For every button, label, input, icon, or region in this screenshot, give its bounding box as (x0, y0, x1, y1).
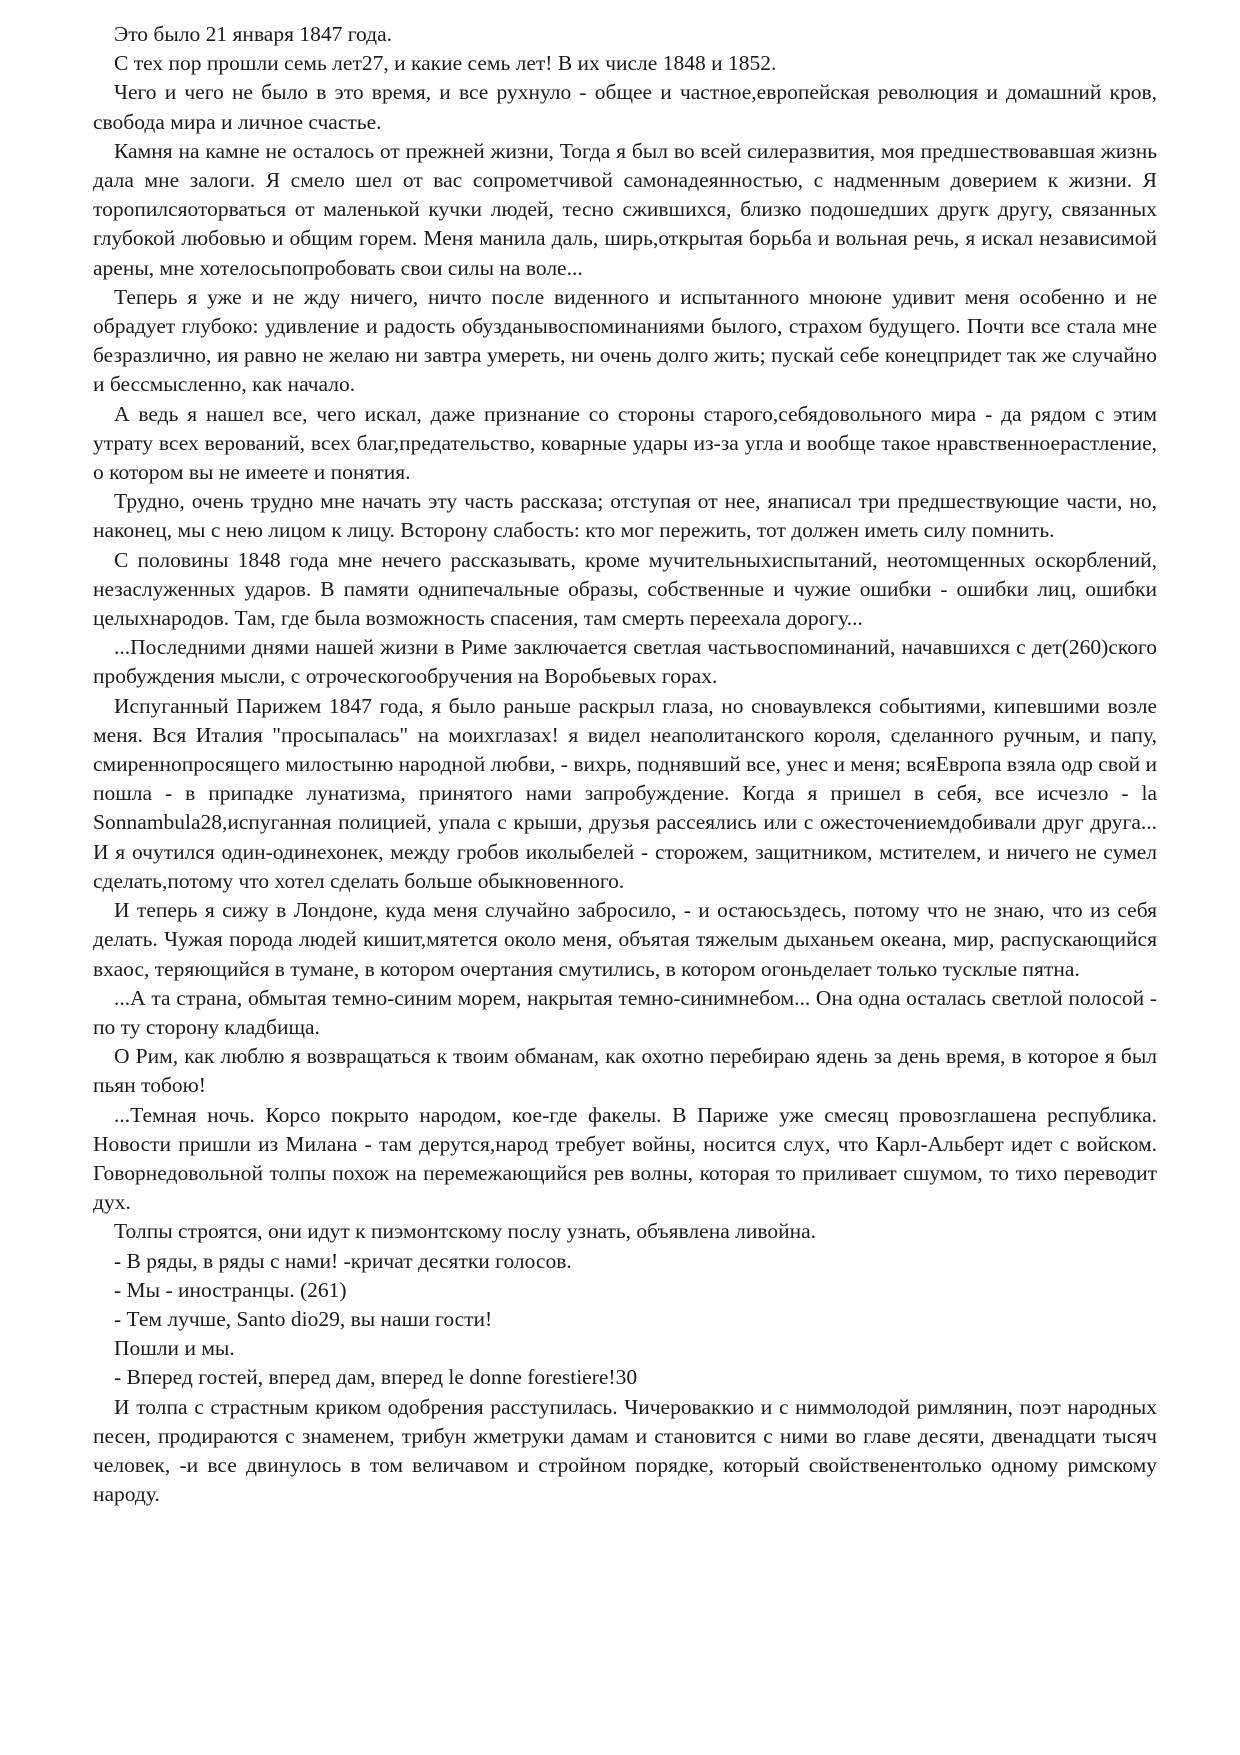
document-page (93, 20, 1157, 1509)
paragraph-13: О Рим, как люблю я возвращаться к твоим обманам, как охотно перебираю ядень за день время, в которое я был пьян тобою! (93, 1044, 1157, 1098)
paragraph-7: Трудно, очень трудно мне начать эту часть рассказа; отступая от нее, янаписал три предшествующие части, но, наконец, мы с нею лицом к лицу. Всторону слабость: кто мог пережить, тот должен иметь силу помнить. (93, 489, 1157, 543)
paragraph-14: ...Темная ночь. Корсо покрыто народом, кое-где факелы. В Париже уже смесяц провозглашена республика. Новости пришли из Милана - там дерутся,народ требует войны, носится слух, что Карл-Альберт идет с войском. Говорнедовольной толпы похож на перемежающийся рев волны, которая то приливает сшумом, то тихо переводит дух. (93, 1102, 1157, 1215)
dialogue-line-3: - Тем лучше, Santo dio29, вы наши гости! (114, 1306, 493, 1331)
dialogue-line-2: - Мы - иностранцы. (261) (114, 1277, 347, 1302)
dialogue-line-4: - Вперед гостей, вперед дам, вперед le donne forestiere!30 (114, 1365, 638, 1390)
dialogue-line-1: - В ряды, в ряды с нами! -кричат десятки голосов. (114, 1248, 572, 1273)
paragraph-6: А ведь я нашел все, чего искал, даже признание со стороны старого,себядовольного мира - да рядом с этим утрату всех верований, всех благ,предательство, коварные удары из-за угла и вообще такое нравственноерастление, о котором вы не имеете и понятия. (93, 401, 1157, 485)
paragraph-1: Это было 21 января 1847 года. (114, 22, 393, 46)
paragraph-4: Камня на камне не осталось от прежней жизни, Тогда я был во всей силеразвития, моя предшествовавшая жизнь дала мне залоги. Я смело шел от вас сопрометчивой самонадеянностью, с надменным доверием к жизни. Я торопилсяоторваться от маленькой кучки людей, тесно сжившихся, близко подошедших другк другу, связанных глубокой любовью и общим горем. Меня манила даль, ширь,открытая борьба и вольная речь, я искал независимой арены, мне хотелосьпопробовать свои силы на воле... (93, 138, 1157, 280)
paragraph-15: Толпы строятся, они идут к пиэмонтскому послу узнать, объявлена ливойна. (114, 1219, 817, 1244)
paragraph-9: ...Последними днями нашей жизни в Риме заключается светлая частьвоспоминаний, начавшихся с дет(260)ского пробуждения мысли, с отроческогообручения на Воробьевых горах. (93, 635, 1157, 689)
paragraph-12: ...А та страна, обмытая темно-синим морем, накрытая темно-синимнебом... Она одна осталась светлой полосой - по ту сторону кладбища. (93, 985, 1157, 1039)
paragraph-2: С тех пор прошли семь лет27, и какие семь лет! В их числе 1848 и 1852. (114, 51, 777, 76)
paragraph-21: И толпа с страстным криком одобрения расступилась. Чичероваккио и с ниммолодой римлянин, поэт народных песен, продираются с знаменем, трибун жметруки дамам и становится с ними во главе десяти, двенадцати тысяч человек, -и все двинулось в том величавом и стройном порядке, который свойственентолько одному римскому народу. (93, 1394, 1157, 1507)
paragraph-5: Теперь я уже и не жду ничего, ничто после виденного и испытанного мноюне удивит меня особенно и не обрадует глубоко: удивление и радость обузданывоспоминаниями былого, страхом будущего. Почти все стала мне безразлично, ия равно не желаю ни завтра умереть, ни очень долго жить; пускай себе конецпридет так же случайно и бессмысленно, как начало. (93, 284, 1157, 397)
paragraph-10: Испуганный Парижем 1847 года, я было раньше раскрыл глаза, но сноваувлекся событиями, кипевшими возле меня. Вся Италия "просыпалась" на моихглазах! я видел неаполитанского короля, сделанного ручным, и папу, смиреннопросящего милостыню народной любви, - вихрь, поднявший все, унес и меня; всяЕвропа взяла одр свой и пошла - в припадке лунатизма, принятого нами запробуждение. Когда я пришел в себя, все исчезло - la Sonnambula28,испуганная полицией, упала с крыши, друзья рассеялись или с ожесточениемдобивали друг друга... И я очутился один-одинехонек, между гробов иколыбелей - сторожем, защитником, мстителем, и ничего не сумел сделать,потому что хотел сделать больше обыкновенного. (93, 693, 1157, 893)
paragraph-3: Чего и чего не было в это время, и все рухнуло - общее и частное,европейская революция и домашний кров, свобода мира и личное счастье. (93, 80, 1157, 134)
paragraph-11: И теперь я сижу в Лондоне, куда меня случайно забросило, - и остаюсьздесь, потому что не знаю, что из себя делать. Чужая порода людей кишит,мятется около меня, объятая тяжелым дыханьем океана, мир, распускающийся вхаос, теряющийся в тумане, в котором очертания смутились, в котором огоньделает только тусклые пятна. (93, 898, 1157, 981)
paragraph-8: С половины 1848 года мне нечего рассказывать, кроме мучительныхиспытаний, неотомщенных оскорблений, незаслуженных ударов. В памяти однипечальные образы, собственные и чужие ошибки - ошибки лиц, ошибки целыхнародов. Там, где была возможность спасения, там смерть переехала дорогу... (93, 547, 1157, 631)
paragraph-19: Пошли и мы. (114, 1336, 235, 1361)
